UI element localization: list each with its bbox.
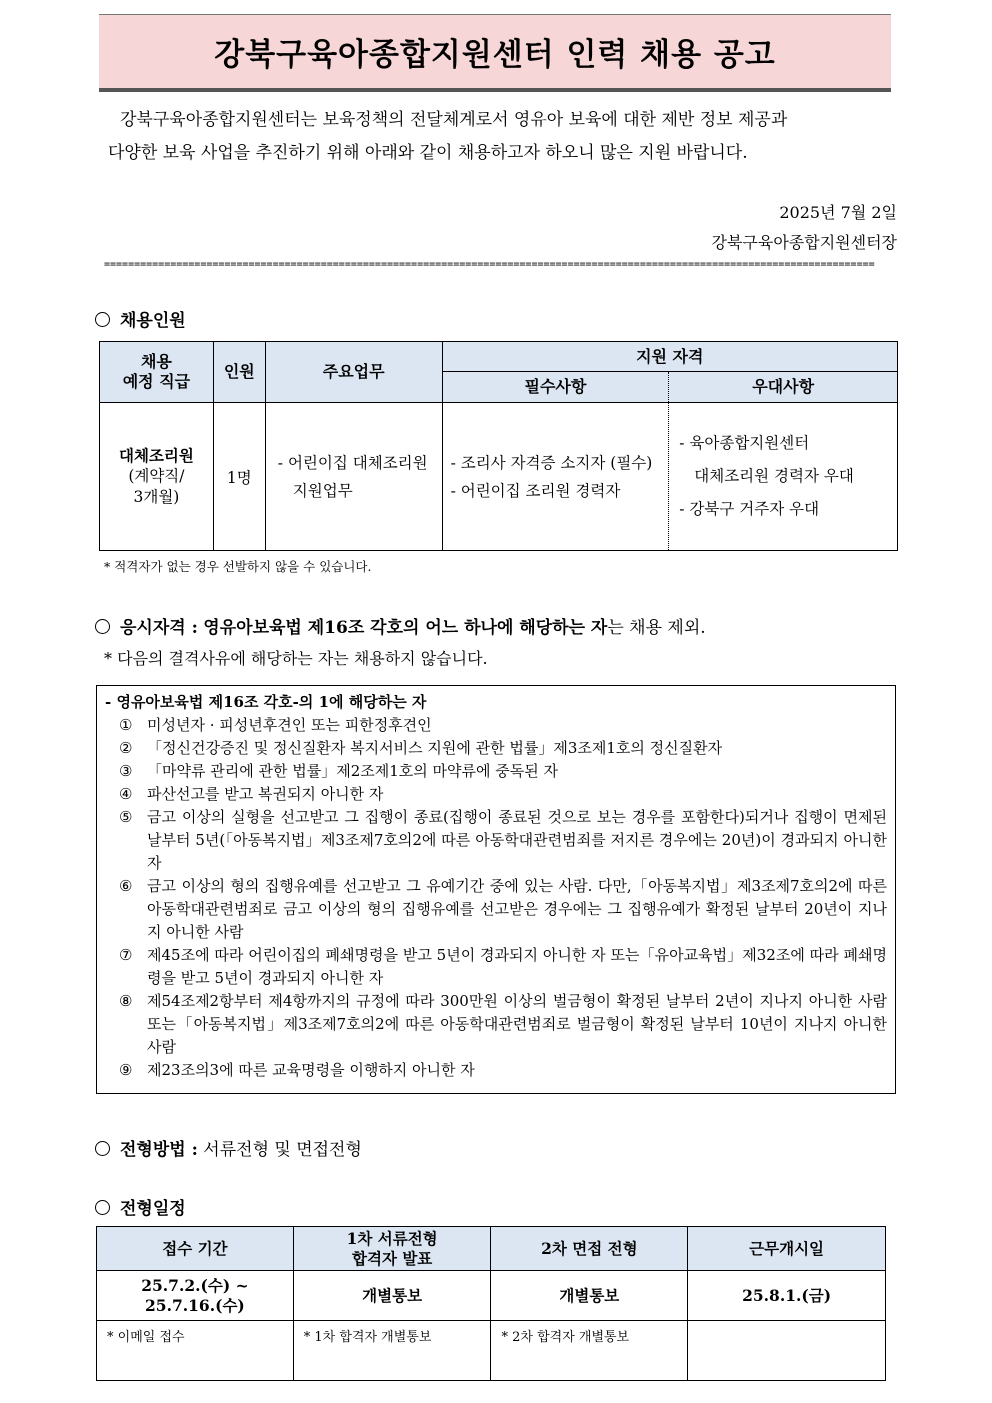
disqualification-item [105, 944, 887, 990]
circle-bullet-icon [95, 619, 110, 634]
separator-line: ================================================================================================================================ [104, 259, 875, 270]
cell-document-result: 개별통보 [293, 1271, 491, 1321]
item-number: ⑨ [119, 1061, 133, 1079]
eligibility-note: * 다음의 결격사유에 해당하는 자는 채용하지 않습니다. [104, 649, 488, 668]
notice-issuer: 강북구육아종합지원센터장 [711, 233, 897, 252]
item-number: ① [119, 716, 133, 734]
cell-count: 1명 [213, 403, 265, 551]
header-start-date: 근무개시일 [688, 1227, 886, 1271]
section-recruit-heading: 채용인원 [95, 306, 186, 331]
cell-required: - 조리사 자격증 소지자 (필수) - 어린이집 조리원 경력자 [442, 403, 669, 551]
item-text: 제23조의3에 따른 교육명령을 이행하지 아니한 자 [147, 1061, 475, 1079]
disqualification-title: - 영유아보육법 제16조 각호-의 1에 해당하는 자 [105, 693, 427, 711]
cell-application-period: 25.7.2.(수) ~ 25.7.16.(수) [97, 1271, 294, 1321]
item-text: 제45조에 따라 어린이집의 폐쇄명령을 받고 5년이 경과되지 아니한 자 또는「유아교육법」제32조에 따라 폐쇄명령을 받고 5년이 경과되지 아니한 자 [147, 946, 887, 987]
circle-bullet-icon [95, 312, 110, 327]
disqualification-item [105, 714, 887, 737]
item-number: ⑦ [119, 946, 133, 964]
disqualification-item [105, 806, 887, 875]
circle-bullet-icon [95, 1200, 110, 1215]
item-number: ⑧ [119, 992, 133, 1010]
header-interview: 2차 면접 전형 [491, 1227, 688, 1271]
note-application: * 이메일 접수 [97, 1321, 294, 1381]
item-text: 「마약류 관리에 관한 법률」제2조제1호의 마약류에 중독된 자 [147, 762, 558, 780]
page-title: 강북구육아종합지원센터 인력 채용 공고 [99, 14, 891, 92]
recruit-note: * 적격자가 없는 경우 선발하지 않을 수 있습니다. [104, 559, 372, 574]
header-document-result: 1차 서류전형 합격자 발표 [293, 1227, 491, 1271]
header-count: 인원 [213, 342, 265, 403]
schedule-table [96, 1226, 886, 1381]
circle-bullet-icon [95, 1141, 110, 1156]
disqualification-item [105, 783, 887, 806]
recruit-table [99, 341, 898, 551]
cell-interview: 개별통보 [491, 1271, 688, 1321]
header-required: 필수사항 [442, 372, 669, 403]
cell-preferred: - 육아종합지원센터 대체조리원 경력자 우대 - 강북구 거주자 우대 [669, 403, 898, 551]
item-number: ② [119, 739, 133, 757]
intro-line-1: 강북구육아종합지원센터는 보육정책의 전달체계로서 영유아 보육에 대한 제반 정보 제공과 [120, 110, 788, 130]
header-qualification: 지원 자격 [442, 342, 897, 372]
cell-position: 대체조리원 (계약직/ 3개월) [100, 403, 214, 551]
item-number: ③ [119, 762, 133, 780]
item-number: ④ [119, 785, 133, 803]
note-interview: * 2차 합격자 개별통보 [491, 1321, 688, 1381]
note-start-date [688, 1321, 886, 1381]
header-preferred: 우대사항 [669, 372, 898, 403]
item-number: ⑤ [119, 808, 133, 826]
item-text: 금고 이상의 형의 집행유예를 선고받고 그 유예기간 중에 있는 사람. 다만,「아동복지법」제3조제7호의2에 따른 아동학대관련범죄로 금고 이상의 형의 집행유예를 선고받은 경우에는 그 집행유예가 확정된 날부터 20년이 지나지 아니한 사람 [147, 877, 887, 941]
item-text: 미성년자 · 피성년후견인 또는 피한정후견인 [147, 716, 432, 734]
item-text: 제54조제2항부터 제4항까지의 규정에 따라 300만원 이상의 벌금형이 확정된 날부터 2년이 지나지 아니한 사람 또는「아동복지법」제3조제7호의2에 따른 아동학대관련범죄로 벌금형이 확정된 날부터 10년이 지나지 아니한 사람 [147, 992, 887, 1056]
cell-duty: - 어린이집 대체조리원 지원업무 [265, 403, 442, 551]
disqualification-item [105, 760, 887, 783]
disqualification-item [105, 875, 887, 944]
item-number: ⑥ [119, 877, 133, 895]
notice-date: 2025년 7월 2일 [779, 203, 897, 222]
header-application-period: 접수 기간 [97, 1227, 294, 1271]
intro-line-2: 다양한 보육 사업을 추진하기 위해 아래와 같이 채용하고자 하오니 많은 지원 바랍니다. [108, 143, 748, 163]
section-method-heading: 전형방법 : 서류전형 및 면접전형 [95, 1135, 362, 1160]
disqualification-item [105, 990, 887, 1059]
intro-paragraph [108, 104, 898, 170]
disqualification-box [96, 685, 896, 1094]
item-text: 파산선고를 받고 복권되지 아니한 자 [147, 785, 384, 803]
disqualification-item [105, 737, 887, 760]
section-schedule-heading: 전형일정 [95, 1194, 186, 1219]
header-duty: 주요업무 [265, 342, 442, 403]
section-eligibility-heading: 응시자격 : 영유아보육법 제16조 각호의 어느 하나에 해당하는 자는 채용 제외. [95, 613, 706, 638]
cell-start-date: 25.8.1.(금) [688, 1271, 886, 1321]
item-text: 금고 이상의 실형을 선고받고 그 집행이 종료(집행이 종료된 것으로 보는 경우를 포함한다)되거나 집행이 면제된 날부터 5년(「아동복지법」제3조제7호의2에 따른 아동학대관련범죄를 저지른 경우에는 20년)이 경과되지 아니한 자 [147, 808, 887, 872]
note-document-result: * 1차 합격자 개별통보 [293, 1321, 491, 1381]
disqualification-item [105, 1059, 887, 1082]
item-text: 「정신건강증진 및 정신질환자 복지서비스 지원에 관한 법률」제3조제1호의 정신질환자 [147, 739, 723, 757]
header-position: 채용 예정 직급 [100, 342, 214, 403]
